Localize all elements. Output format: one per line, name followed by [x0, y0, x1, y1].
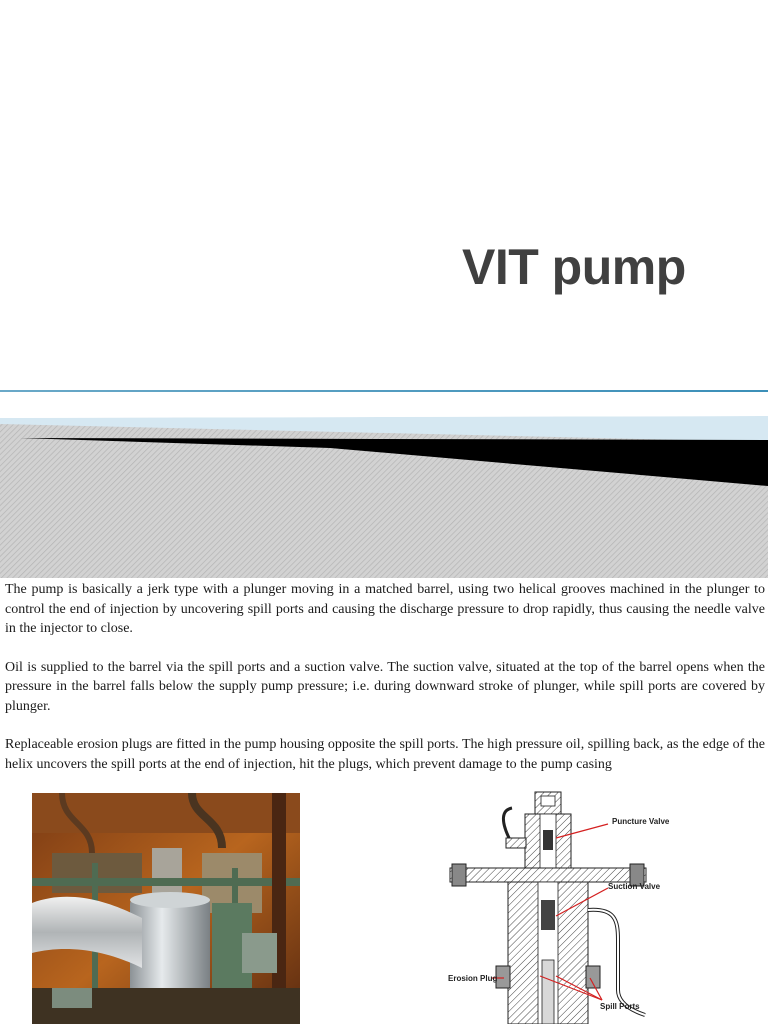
pump-photo — [32, 793, 300, 1024]
label-spill-ports: Spill Ports — [600, 1002, 640, 1011]
paragraph-oil-supply: Oil is supplied to the barrel via the spill ports and a suction valve. The suction valve, situated at the top of the barrel opens when the pressure in the barrel falls below the supply pump pressure; i.e. during downward stroke of plunger, while spill ports are covered by plunger. — [5, 659, 765, 714]
paragraph-erosion-plugs: Replaceable erosion plugs are fitted in the pump housing opposite the spill ports. The high pressure oil, spilling back, as the edge of the helix uncovers the spill ports at the end of injection, hit the plugs, which prevent damage to the pump casing — [5, 737, 765, 772]
slide-title: VIT pump — [462, 239, 686, 295]
body-text — [5, 580, 765, 793]
decorative-banner — [0, 392, 768, 578]
paragraph-jerk-type: The pump is basically a jerk type with a plunger moving in a matched barrel, using two helical grooves machined in the plunger to control the end of injection by uncovering spill ports and causing the discharge pressure to drop rapidly, thus causing the needle valve in the injector to close. — [5, 582, 765, 636]
label-suction-valve: Suction Valve — [608, 882, 661, 891]
label-erosion-plug: Erosion Plug — [448, 974, 498, 983]
pump-cross-section-diagram — [440, 790, 680, 1024]
label-puncture-valve: Puncture Valve — [612, 817, 670, 826]
